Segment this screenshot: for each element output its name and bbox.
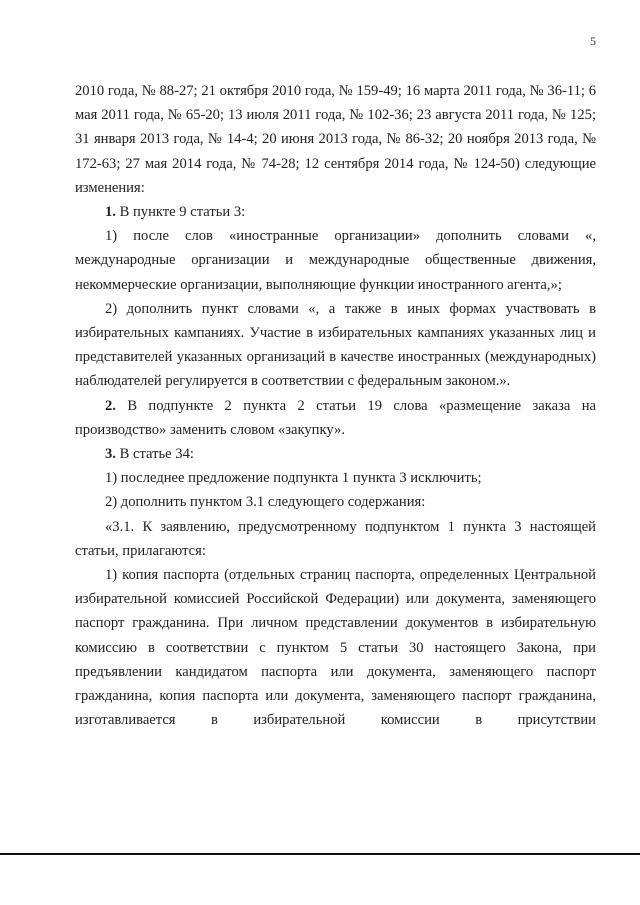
- item-text: В подпункте 2 пункта 2 статьи 19 слова «размещение заказа на производство» заменить словом «закупку».: [75, 397, 596, 438]
- item-text: В статье 34:: [115, 446, 194, 463]
- paragraph-subitem-1-1: 1) после слов «иностранные организации» дополнить словами «, международные организации и международные общественные движения, некоммерческие организации, выполняющие функции иностранного агента,»;: [75, 228, 596, 293]
- paragraph-subitem-3-1: 1) последнее предложение подпункта 1 пункта 3 исключить;: [105, 470, 482, 487]
- paragraph-subitem-1-2: 2) дополнить пункт словами «, а также в иных формах участвовать в избирательных кампаниях. Участие в избирательных кампаниях указанных лиц и представителей указанных организаций в качестве иностранных (международных) наблюдателей регулируется в соответствии с федеральным законом.».: [75, 300, 596, 390]
- paragraph-quote-item-1: 1) копия паспорта (отдельных страниц паспорта, определенных Центральной избирательной комиссией Российской Федерации) или документа, заменяющего паспорт гражданина. При личном представлении документов в избирательную комиссию в соответствии с пунктом 5 статьи 30 настоящего Закона, при предъявлении кандидатом паспорта или документа, заменяющего паспорт гражданина, копия паспорта или документа, заменяющего паспорт гражданина, изготавливается в избирательной комиссии в присутствии: [75, 567, 596, 729]
- paragraph-quote-3-1: «3.1. К заявлению, предусмотренному подпунктом 1 пункта 3 настоящей статьи, прилагаются:: [75, 518, 596, 559]
- item-number: 2.: [105, 397, 116, 414]
- paragraph-item-2: [75, 394, 596, 442]
- paragraph-item-1: [75, 200, 596, 224]
- paragraph-subitem-3-2: 2) дополнить пунктом 3.1 следующего содержания:: [105, 494, 426, 511]
- document-body: [75, 79, 596, 732]
- paragraph-item-3: [75, 442, 596, 466]
- page-number: 5: [590, 34, 596, 48]
- item-number: 1.: [105, 204, 116, 221]
- item-number: 3.: [105, 446, 116, 463]
- bottom-rule: [0, 853, 640, 855]
- item-text: В пункте 9 статьи 3:: [115, 204, 246, 221]
- paragraph-intro: 2010 года, № 88-27; 21 октября 2010 года, № 159-49; 16 марта 2011 года, № 36-11; 6 мая 2011 года, № 65-20; 13 июля 2011 года, № 102-36; 23 августа 2011 года, № 125; 31 января 2013 года, № 14-4; 20 июня 2013 года, № 86-32; 20 ноября 2013 года, № 172-63; 27 мая 2014 года, № 74-28; 12 сентября 2014 года, № 124-50) следующие изменения:: [75, 83, 596, 196]
